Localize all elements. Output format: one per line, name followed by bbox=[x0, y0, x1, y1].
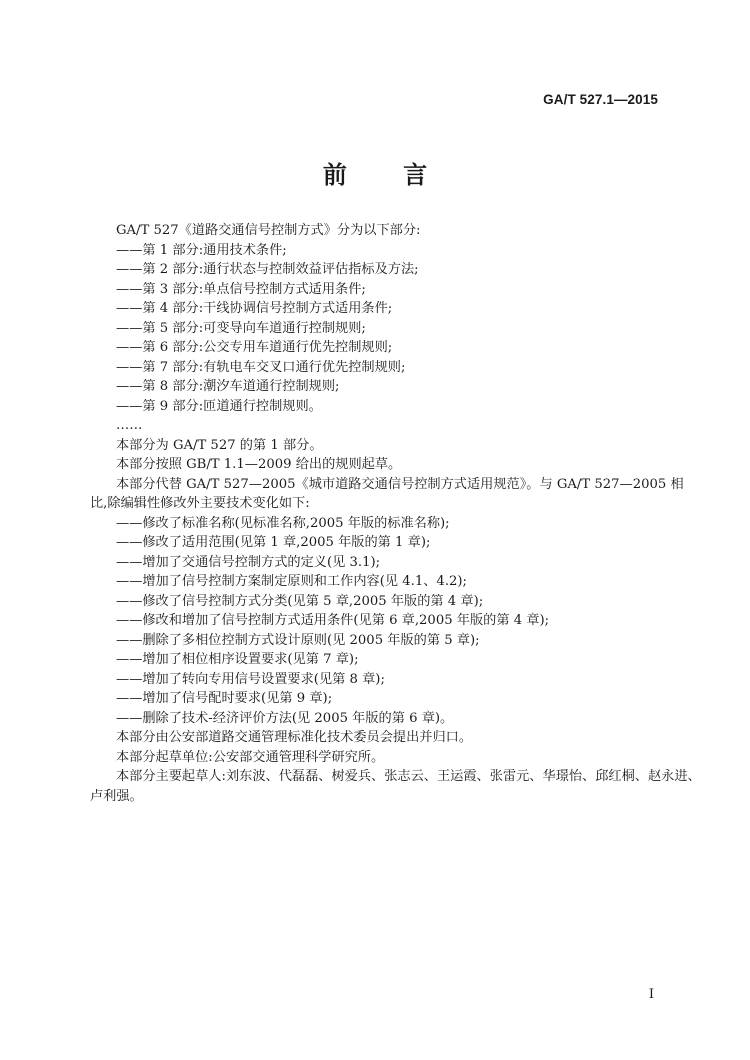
text-line: ——增加了相位相序设置要求(见第 7 章); bbox=[116, 652, 359, 667]
text-line: …… bbox=[116, 418, 143, 433]
text-line: 本部分为 GA/T 527 的第 1 部分。 bbox=[116, 437, 323, 453]
text-line: ——第 5 部分:可变导向车道通行控制规则; bbox=[116, 320, 366, 336]
text-line: ——修改了标准名称(见标准名称,2005 年版的标准名称); bbox=[116, 515, 450, 531]
text-line: ——第 2 部分:通行状态与控制效益评估指标及方法; bbox=[116, 262, 419, 277]
page-title: 前 言 bbox=[322, 161, 452, 189]
text-line: ——第 1 部分:通用技术条件; bbox=[116, 242, 287, 258]
text-line: ——增加了交通信号控制方式的定义(见 3.1); bbox=[116, 554, 381, 570]
text-line: ——增加了转向专用信号设置要求(见第 8 章); bbox=[116, 671, 385, 687]
text-line: ——第 3 部分:单点信号控制方式适用条件; bbox=[116, 281, 366, 297]
text-line: ——增加了信号配时要求(见第 9 章); bbox=[116, 691, 333, 706]
standard-code: GA/T 527.1—2015 bbox=[543, 92, 658, 107]
text-line: ——删除了多相位控制方式设计原则(见 2005 年版的第 5 章); bbox=[116, 632, 480, 648]
document-body bbox=[90, 221, 701, 806]
text-line: ——修改了信号控制方式分类(见第 5 章,2005 年版的第 4 章); bbox=[116, 593, 484, 609]
text-line: ——第 4 部分:干线协调信号控制方式适用条件; bbox=[116, 301, 393, 316]
page-number: I bbox=[648, 987, 654, 1002]
text-line: 本部分按照 GB/T 1.1—2009 给出的规则起草。 bbox=[116, 457, 402, 472]
text-line: 本部分代替 GA/T 527—2005《城市道路交通信号控制方式适用规范》。与 GA/T 527—2005 相 bbox=[116, 476, 684, 492]
text-line: ——增加了信号控制方案制定原则和工作内容(见 4.1、4.2); bbox=[116, 574, 467, 589]
text-line: ——修改了适用范围(见第 1 章,2005 年版的第 1 章); bbox=[116, 535, 431, 550]
text-line: 本部分由公安部道路交通管理标准化技术委员会提出并归口。 bbox=[116, 730, 473, 745]
text-line: ——第 6 部分:公交专用车道通行优先控制规则; bbox=[116, 340, 393, 355]
text-line: ——删除了技术-经济评价方法(见 2005 年版的第 6 章)。 bbox=[116, 710, 454, 726]
text-line: 比,除编辑性修改外主要技术变化如下: bbox=[90, 496, 310, 511]
text-line: ——第 7 部分:有轨电车交叉口通行优先控制规则; bbox=[116, 359, 406, 375]
text-line: 本部分起草单位:公安部交通管理科学研究所。 bbox=[116, 749, 385, 765]
text-line: ——修改和增加了信号控制方式适用条件(见第 6 章,2005 年版的第 4 章); bbox=[116, 613, 550, 628]
text-line: GA/T 527《道路交通信号控制方式》分为以下部分: bbox=[116, 223, 421, 238]
text-line: ——第 8 部分:潮汐车道通行控制规则; bbox=[116, 379, 340, 394]
text-line: ——第 9 部分:匝道通行控制规则。 bbox=[116, 398, 322, 414]
text-line: 卢利强。 bbox=[90, 788, 143, 804]
text-line: 本部分主要起草人:刘东波、代磊磊、树爱兵、张志云、王运霞、张雷元、华璟怡、邱红桐、赵永进、 bbox=[116, 769, 701, 784]
